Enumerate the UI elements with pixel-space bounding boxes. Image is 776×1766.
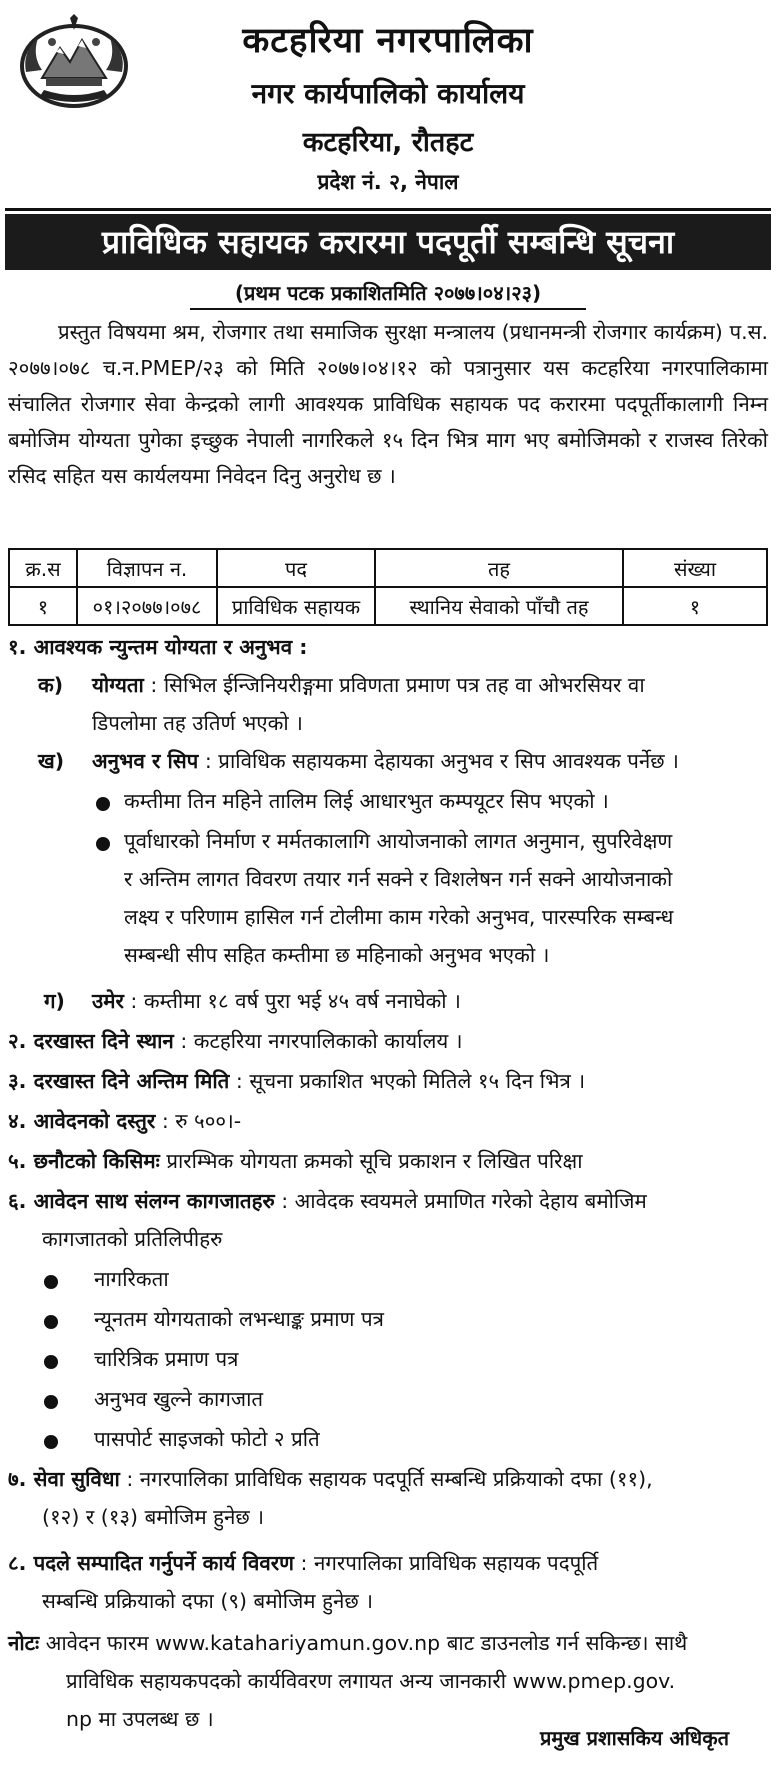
note-line-3: np मा उपलब्ध छ । — [66, 1707, 214, 1731]
bullet-icon — [96, 837, 110, 851]
section-1c-term: उमेर — [92, 989, 124, 1013]
document-list-item: पासपोर्ट साइजको फोटो २ प्रति — [94, 1427, 320, 1451]
section-1b-bullet-2-line-1: पूर्वाधारको निर्माण र मर्मतकालागि आयोजनाको लागत अनुमान, सुपरिवेक्षण — [124, 829, 673, 853]
document-list-item: अनुभव खुल्ने कागजात — [94, 1387, 264, 1411]
section-3-text: : सूचना प्रकाशित भएको मितिले १५ दिन भित्र । — [235, 1069, 586, 1093]
table-header-cell: संख्या — [623, 549, 767, 587]
section-1b-bullet-2-line-4: सम्बन्धी सीप सहित कम्तीमा छ महिनाको अनुभव भएको । — [124, 943, 550, 967]
section-2 — [8, 1026, 463, 1056]
section-7-heading: ७. सेवा सुविधा — [8, 1467, 120, 1491]
section-8-text: : नगरपालिका प्राविधिक सहायक पदपूर्ति — [300, 1551, 599, 1575]
section-8-heading: ८. पदले सम्पादित गर्नुपर्ने कार्य विवरण — [8, 1551, 294, 1575]
municipality-name: कटहरिया नगरपालिका — [242, 21, 534, 61]
table-header-cell: तह — [375, 549, 623, 587]
section-7-text: : नगरपालिका प्राविधिक सहायक पदपूर्ति सम्बन्धि प्रक्रियाको दफा (११), — [126, 1467, 653, 1491]
table-cell: ०१।२०७७।०७८ — [77, 587, 217, 625]
intro-paragraph: प्रस्तुत विषयमा श्रम, रोजगार तथा समाजिक सुरक्षा मन्त्रालय (प्रधानमन्त्री रोजगार कार्यक्रम) प.स. २०७७।०७८ च.न.PMEP/२३ को मिति २०७७।०४।१२ को पत्रानुसार यस कटहरिया नगरपालिकामा संचालित रोजगार सेवा केन्द्रको लागी आवश्यक प्राविधिक सहायक पद करारमा पदपूर्तीकालागी निम्न बमोजिम योग्यता पुगेका इच्छुक नेपाली नागरिकले १५ दिन भित्र माग भए बमोजिमको र राजस्व तिरेको रसिद सहित यस कार्यलयमा निवेदन दिनु अनुरोध छ । — [8, 320, 768, 488]
document-list-item: चारित्रिक प्रमाण पत्र — [94, 1347, 239, 1371]
section-1-heading: १. आवश्यक न्युन्तम योग्यता र अनुभव : — [8, 635, 308, 659]
signatory-title: प्रमुख प्रशासकिय अधिकृत — [540, 1726, 729, 1750]
section-2-heading: २. दरखास्त दिने स्थान — [8, 1029, 174, 1053]
section-6 — [8, 1186, 647, 1216]
section-1b-text — [92, 746, 679, 776]
section-1c-text-line: : कम्तीमा १८ वर्ष पुरा भई ४५ वर्ष ननाघेको । — [130, 989, 461, 1013]
document-list-item: नागरिकता — [94, 1267, 169, 1291]
section-1a-label: क) — [38, 673, 64, 697]
province-line: प्रदेश नं. २, नेपाल — [317, 170, 459, 194]
section-2-text: : कटहरिया नगरपालिकाको कार्यालय । — [180, 1029, 463, 1053]
note-label: नोटः — [8, 1631, 40, 1655]
table-cell: स्थानिय सेवाको पाँचौ तह — [375, 587, 623, 625]
section-8-continuation: सम्बन्धि प्रक्रियाको दफा (९) बमोजिम हुनेछ । — [42, 1589, 374, 1613]
section-1b-term: अनुभव र सिप — [92, 749, 199, 773]
office-location: कटहरिया, रौतहट — [302, 127, 474, 158]
section-4-heading: ४. आवेदनको दस्तुर — [8, 1109, 156, 1133]
section-4 — [8, 1106, 241, 1136]
table-row — [9, 587, 767, 625]
section-1c-text — [92, 986, 461, 1016]
section-4-text: : रु ५००।- — [161, 1109, 242, 1133]
nepal-emblem-icon — [12, 12, 136, 112]
section-6-heading: ६. आवेदन साथ संलग्न कागजातहरु — [8, 1189, 275, 1213]
bullet-icon — [44, 1355, 58, 1369]
table-cell: १ — [623, 587, 767, 625]
section-1a-term: योग्यता — [92, 673, 144, 697]
note-line-2: प्राविधिक सहायकपदको कार्यविवरण लगायत अन्य जानकारी www.pmep.gov. — [66, 1669, 676, 1693]
section-1a-text — [92, 670, 645, 700]
header-divider — [5, 208, 771, 211]
note-line-1: आवेदन फारम www.katahariyamun.gov.np बाट डाउनलोड गर्न सकिन्छ। साथै — [45, 1631, 688, 1655]
section-7-continuation: (१२) र (१३) बमोजिम हुनेछ । — [42, 1505, 265, 1529]
table-header-row — [9, 549, 767, 587]
table-header-cell: पद — [217, 549, 375, 587]
section-1b-bullet-1: कम्तीमा तिन महिने तालिम लिई आधारभुत कम्पयूटर सिप भएको । — [124, 789, 609, 813]
section-5-text: प्रारम्भिक योगयता क्रमको सूचि प्रकाशन र लिखित परिक्षा — [166, 1149, 583, 1173]
section-1b-label: ख) — [38, 749, 65, 773]
bullet-icon — [44, 1315, 58, 1329]
section-1a-continuation: डिपलोमा तह उतिर्ण भएको । — [92, 711, 303, 735]
section-8 — [8, 1548, 598, 1578]
bullet-icon — [44, 1435, 58, 1449]
table-header-cell: विज्ञापन न. — [77, 549, 217, 587]
section-7 — [8, 1464, 653, 1494]
section-6-continuation: कागजातको प्रतिलिपीहरु — [42, 1227, 223, 1251]
bullet-icon — [44, 1275, 58, 1289]
section-1a-text-line: : सिभिल ईन्जिनियरीङ्गमा प्रविणता प्रमाण पत्र तह वा ओभरसियर वा — [150, 673, 645, 697]
publication-date: (प्रथम पटक प्रकाशितमिति २०७७।०४।२३) — [190, 280, 586, 310]
document-list-item: न्यूनतम योगयताको लभन्धाङ्क प्रमाण पत्र — [94, 1307, 384, 1331]
table-cell: १ — [9, 587, 77, 625]
section-3 — [8, 1066, 585, 1096]
table-cell: प्राविधिक सहायक — [217, 587, 375, 625]
section-1b-text-line: : प्राविधिक सहायकमा देहायका अनुभव र सिप आवश्यक पर्नेछ । — [204, 749, 679, 773]
section-1b-bullet-2-line-2: र अन्तिम लागत विवरण तयार गर्न सक्ने र विशलेषन गर्न सक्ने आयोजनाको — [124, 867, 673, 891]
section-5 — [8, 1146, 583, 1176]
notice-title: प्राविधिक सहायक करारमा पदपूर्ती सम्बन्धि सूचना — [5, 214, 771, 270]
section-6-text: : आवेदक स्वयमले प्रमाणित गरेको देहाय बमोजिम — [281, 1189, 647, 1213]
office-name: नगर कार्यपालिको कार्यालय — [251, 77, 525, 110]
bullet-icon — [96, 797, 110, 811]
section-1c-label: ग) — [44, 989, 65, 1013]
section-5-heading: ५. छनौटको किसिमः — [8, 1149, 160, 1173]
bullet-icon — [44, 1395, 58, 1409]
section-1b-bullet-2-line-3: लक्ष्य र परिणाम हासिल गर्न टोलीमा काम गरेको अनुभव, पारस्परिक सम्बन्ध — [124, 905, 674, 929]
table-header-cell: क्र.स — [9, 549, 77, 587]
section-3-heading: ३. दरखास्त दिने अन्तिम मिति — [8, 1069, 230, 1093]
vacancy-table — [8, 548, 768, 626]
note — [8, 1628, 687, 1658]
